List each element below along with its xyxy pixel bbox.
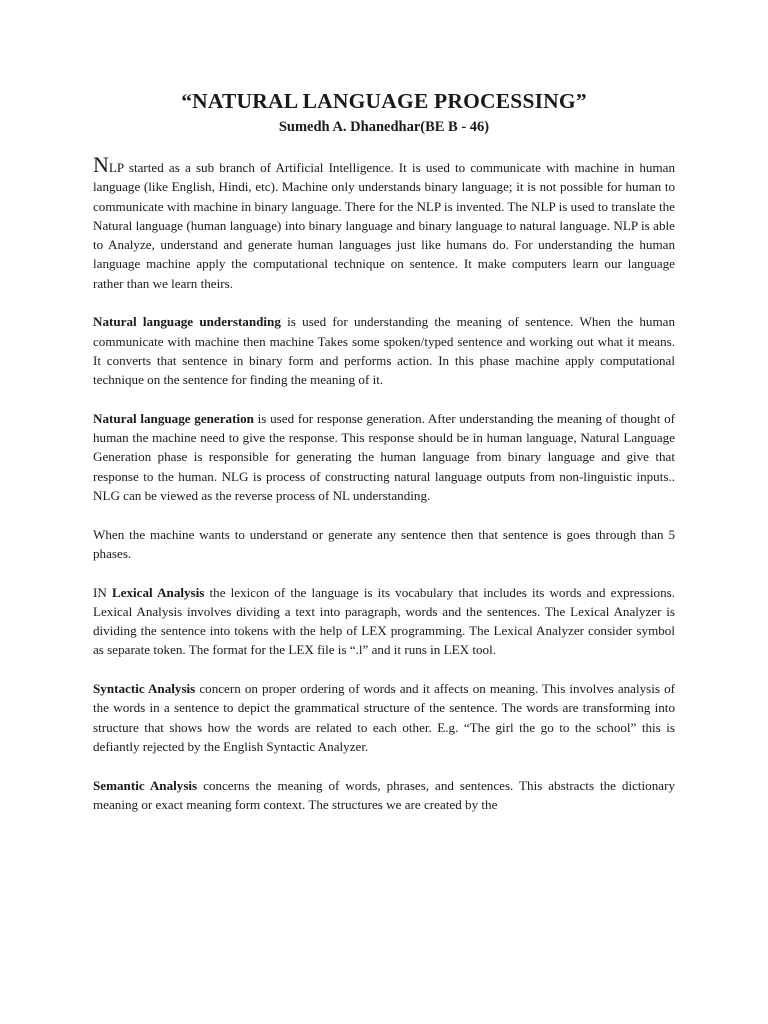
semantic-text: concerns the meaning of words, phrases, and sentences. This abstracts the dictionary meaning or exact meaning form context. The structures we are created by the xyxy=(93,777,675,812)
lexical-text: the lexicon of the language is its vocabulary that includes its words and expressions. Lexical Analysis involves dividing a text into paragraph, words and the sentences. The Lexical Analyzer is dividing the sentence into tokens with the help of LEX programming. The Lexical Analyzer consider symbol as separate token. The format for the LEX file is “.l” and it runs in LEX tool. xyxy=(93,584,676,658)
nlu-paragraph xyxy=(93,312,675,389)
document-author: Sumedh A. Dhanedhar(BE B - 46) xyxy=(278,119,490,135)
lexical-term: Lexical Analysis xyxy=(111,584,205,600)
nlg-paragraph xyxy=(93,409,675,505)
syntactic-term: Syntactic Analysis xyxy=(93,681,196,697)
document-page xyxy=(93,86,675,814)
nlg-term: Natural language generation xyxy=(93,410,254,426)
drop-cap: N xyxy=(93,152,109,177)
nlu-text: is used for understanding the meaning of sentence. When the human communicate with machine then machine Takes some spoken/typed sentence and working out what it means. It converts that sentence in binary form and performs action. In this phase machine apply computational technique on the sentence for finding the meaning of it. xyxy=(93,314,675,388)
syntactic-text: concern on proper ordering of words and it affects on meaning. This involves analysis of the words in a sentence to depict the grammatical structure of the sentence. The words are transforming into structure that shows how the words are related to each other. E.g. “The girl the go to the school” this is defiantly rejected by the English Syntactic Analyzer. xyxy=(93,681,675,754)
intro-paragraph xyxy=(93,152,675,293)
document-title: “NATURAL LANGUAGE PROCESSING” xyxy=(181,89,587,113)
lexical-paragraph xyxy=(93,583,675,660)
nlg-text: is used for response generation. After understanding the meaning of thought of human the machine need to give the response. This response should be in human language, Natural Language Generation phase is responsible for generating the human language from binary language and give that response to the human. NLG is process of constructing natural language outputs from non-linguistic inputs.. NLG can be viewed as the reverse process of NL understanding. xyxy=(93,410,675,504)
semantic-paragraph xyxy=(93,776,675,815)
lexical-prefix: IN xyxy=(93,584,112,600)
intro-text: LP started as a sub branch of Artificial Intelligence. It is used to communicate with machine in human language (like English, Hindi, etc). Machine only understands binary language; it is not possible for human to communicate with machine in binary language. There for the NLP is invented. The NLP is used to translate the Natural language (human language) into binary language and binary language to natural language. NLP is able to Analyze, understand and generate human languages just like humans do. For understanding the human language machine apply the computational technique on sentence. It make computers learn our language rather than we learn theirs. xyxy=(93,160,675,291)
phases-paragraph: When the machine wants to understand or generate any sentence then that sentence is goes through than 5 phases. xyxy=(93,526,675,561)
semantic-term: Semantic Analysis xyxy=(93,777,198,793)
syntactic-paragraph xyxy=(93,679,675,756)
nlu-term: Natural language understanding xyxy=(93,314,281,330)
